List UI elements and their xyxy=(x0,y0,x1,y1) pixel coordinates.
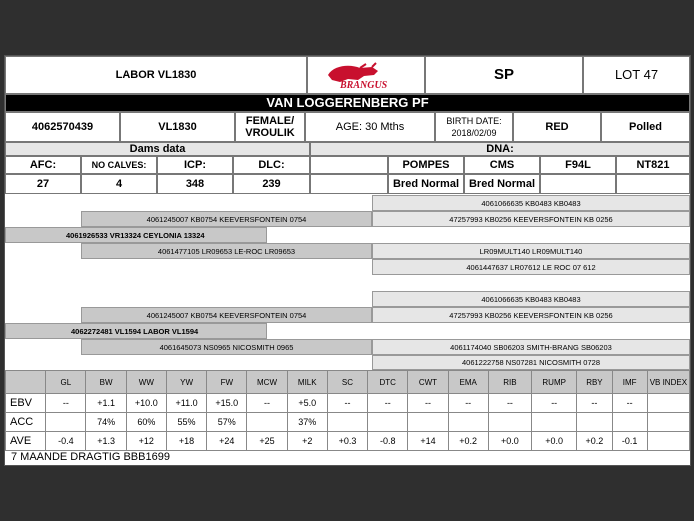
ebv-header-row xyxy=(6,371,690,394)
ebv-cell: +1.3 xyxy=(86,432,126,451)
col-fw: FW xyxy=(207,371,247,394)
ebv-cell: -- xyxy=(408,394,448,413)
animal-name: LABOR VL1830 xyxy=(5,56,307,94)
dlc-value: 239 xyxy=(233,174,310,194)
pedigree-sire-sire-dam: 4061066635 KB0483 KB0483 xyxy=(372,195,690,211)
col-milk: MILK xyxy=(287,371,327,394)
ebv-cell: +24 xyxy=(207,432,247,451)
ebv-cell xyxy=(647,413,689,432)
ebv-cell: +14 xyxy=(408,432,448,451)
ebv-cell: +18 xyxy=(166,432,206,451)
ebv-cell xyxy=(612,413,647,432)
pedigree-sire: 4061926533 VR13324 CEYLONIA 13324 xyxy=(5,227,267,243)
ebv-cell xyxy=(488,413,531,432)
dna-spacer-value xyxy=(310,174,388,194)
ebv-cell xyxy=(448,413,488,432)
ebv-cell: +0.2 xyxy=(577,432,612,451)
pedigree-sire-sire: 4061245007 KB0754 KEEVERSFONTEIN 0754 xyxy=(81,211,372,227)
afc-header: AFC: xyxy=(5,156,81,174)
ebv-cell: -- xyxy=(488,394,531,413)
ebv-cell: +10.0 xyxy=(126,394,166,413)
ebv-cell: +15.0 xyxy=(207,394,247,413)
ebv-cell: +11.0 xyxy=(166,394,206,413)
pedigree-dam-sire: 4061245007 KB0754 KEEVERSFONTEIN 0754 xyxy=(81,307,372,323)
ebv-cell: 60% xyxy=(126,413,166,432)
horn-status: Polled xyxy=(601,112,690,142)
ebv-row-label: EBV xyxy=(6,394,46,413)
ebv-cell: -- xyxy=(577,394,612,413)
pedigree-dam-sire-sire: 47257993 KB0256 KEEVERSFONTEIN KB 0256 xyxy=(372,307,690,323)
dams-data-header: Dams data xyxy=(5,142,310,156)
pedigree-sire-sire-sire: 47257993 KB0256 KEEVERSFONTEIN KB 0256 xyxy=(372,211,690,227)
ebv-cell: -- xyxy=(448,394,488,413)
birth-date-cell xyxy=(435,112,513,142)
col-rby: RBY xyxy=(577,371,612,394)
ebv-row-ebv xyxy=(6,394,690,413)
brand-logo xyxy=(307,56,425,94)
ebv-cell: -0.1 xyxy=(612,432,647,451)
tag-number: VL1830 xyxy=(120,112,235,142)
col-yw: YW xyxy=(166,371,206,394)
breeder-banner: VAN LOGGERENBERG PF xyxy=(5,94,690,112)
ebv-cell: 74% xyxy=(86,413,126,432)
col-mcw: MCW xyxy=(247,371,287,394)
col-cwt: CWT xyxy=(408,371,448,394)
ebv-cell xyxy=(408,413,448,432)
ebv-cell: +25 xyxy=(247,432,287,451)
ebv-cell xyxy=(647,394,689,413)
icp-header: ICP: xyxy=(157,156,233,174)
dna-header: DNA: xyxy=(310,142,690,156)
id-number: 4062570439 xyxy=(5,112,120,142)
pompes-header: POMPES xyxy=(388,156,464,174)
f94l-value xyxy=(540,174,616,194)
col-ema: EMA xyxy=(448,371,488,394)
pedigree-sire-dam-sire: LR09MULT140 LR09MULT140 xyxy=(372,243,690,259)
colour: RED xyxy=(513,112,601,142)
ebv-cell: 55% xyxy=(166,413,206,432)
nt821-header: NT821 xyxy=(616,156,690,174)
lot-number: LOT 47 xyxy=(583,56,690,94)
ebv-row-acc xyxy=(6,413,690,432)
ebv-cell: +0.2 xyxy=(448,432,488,451)
dlc-header: DLC: xyxy=(233,156,310,174)
icp-value: 348 xyxy=(157,174,233,194)
ebv-cell: -- xyxy=(327,394,367,413)
lot-card xyxy=(4,55,691,466)
ebv-cell: +1.1 xyxy=(86,394,126,413)
birth-date: 2018/02/09 xyxy=(451,128,497,138)
ebv-cell: -0.4 xyxy=(46,432,86,451)
ebv-cell: -- xyxy=(368,394,408,413)
ebv-row-label: AVE xyxy=(6,432,46,451)
dna-spacer xyxy=(310,156,388,174)
sex: FEMALE/ VROULIK xyxy=(235,112,305,142)
ebv-corner xyxy=(6,371,46,394)
nt821-value xyxy=(616,174,690,194)
ebv-cell: +12 xyxy=(126,432,166,451)
cms-header: CMS xyxy=(464,156,540,174)
no-calves-value: 4 xyxy=(81,174,157,194)
afc-value: 27 xyxy=(5,174,81,194)
ebv-cell: 37% xyxy=(287,413,327,432)
ebv-cell: +0.3 xyxy=(327,432,367,451)
no-calves-header: NO CALVES: xyxy=(81,156,157,174)
col-rump: RUMP xyxy=(532,371,577,394)
pedigree-dam-sire-dam: 4061066635 KB0483 KB0483 xyxy=(372,291,690,307)
col-vb-index: VB INDEX xyxy=(647,371,689,394)
pedigree-dam: 4062272481 VL1594 LABOR VL1594 xyxy=(5,323,267,339)
col-bw: BW xyxy=(86,371,126,394)
pedigree-sire-dam-dam: 4061447637 LR07612 LE ROC 07 612 xyxy=(372,259,690,275)
pedigree-dam-dam-sire: 4061174040 SB06203 SMITH-BRANG SB06203 xyxy=(372,339,690,355)
ebv-cell: -- xyxy=(612,394,647,413)
ebv-cell: -- xyxy=(46,394,86,413)
pedigree-sire-dam: 4061477105 LR09653 LE-ROC LR09653 xyxy=(81,243,372,259)
pedigree-dam-dam-dam: 4061222758 NS07281 NICOSMITH 0728 xyxy=(372,355,690,370)
ebv-row-label: ACC xyxy=(6,413,46,432)
cms-value: Bred Normal xyxy=(464,174,540,194)
pompes-value: Bred Normal xyxy=(388,174,464,194)
ebv-cell: +5.0 xyxy=(287,394,327,413)
col-imf: IMF xyxy=(612,371,647,394)
ebv-cell: -- xyxy=(532,394,577,413)
col-ww: WW xyxy=(126,371,166,394)
ebv-cell xyxy=(368,413,408,432)
ebv-table xyxy=(5,370,690,451)
ebv-cell: 57% xyxy=(207,413,247,432)
birth-date-label: BIRTH DATE: xyxy=(446,116,502,126)
ebv-cell: -- xyxy=(247,394,287,413)
ebv-cell xyxy=(247,413,287,432)
f94l-header: F94L xyxy=(540,156,616,174)
brangus-logo-icon xyxy=(320,61,412,89)
col-dtc: DTC xyxy=(368,371,408,394)
col-rib: RIB xyxy=(488,371,531,394)
age: AGE: 30 Mths xyxy=(305,112,435,142)
ebv-cell xyxy=(577,413,612,432)
ebv-cell: +0.0 xyxy=(488,432,531,451)
grade-label: SP xyxy=(425,56,583,94)
ebv-cell xyxy=(532,413,577,432)
remark-text: 7 MAANDE DRAGTIG BBB1699 xyxy=(11,451,170,463)
logo-text: BRANGUS xyxy=(340,80,388,89)
ebv-cell: +2 xyxy=(287,432,327,451)
col-gl: GL xyxy=(46,371,86,394)
ebv-cell xyxy=(327,413,367,432)
ebv-cell xyxy=(46,413,86,432)
col-sc: SC xyxy=(327,371,367,394)
pedigree-dam-dam: 4061645073 NS0965 NICOSMITH 0965 xyxy=(81,339,372,355)
ebv-cell: +0.0 xyxy=(532,432,577,451)
ebv-cell: -0.8 xyxy=(368,432,408,451)
